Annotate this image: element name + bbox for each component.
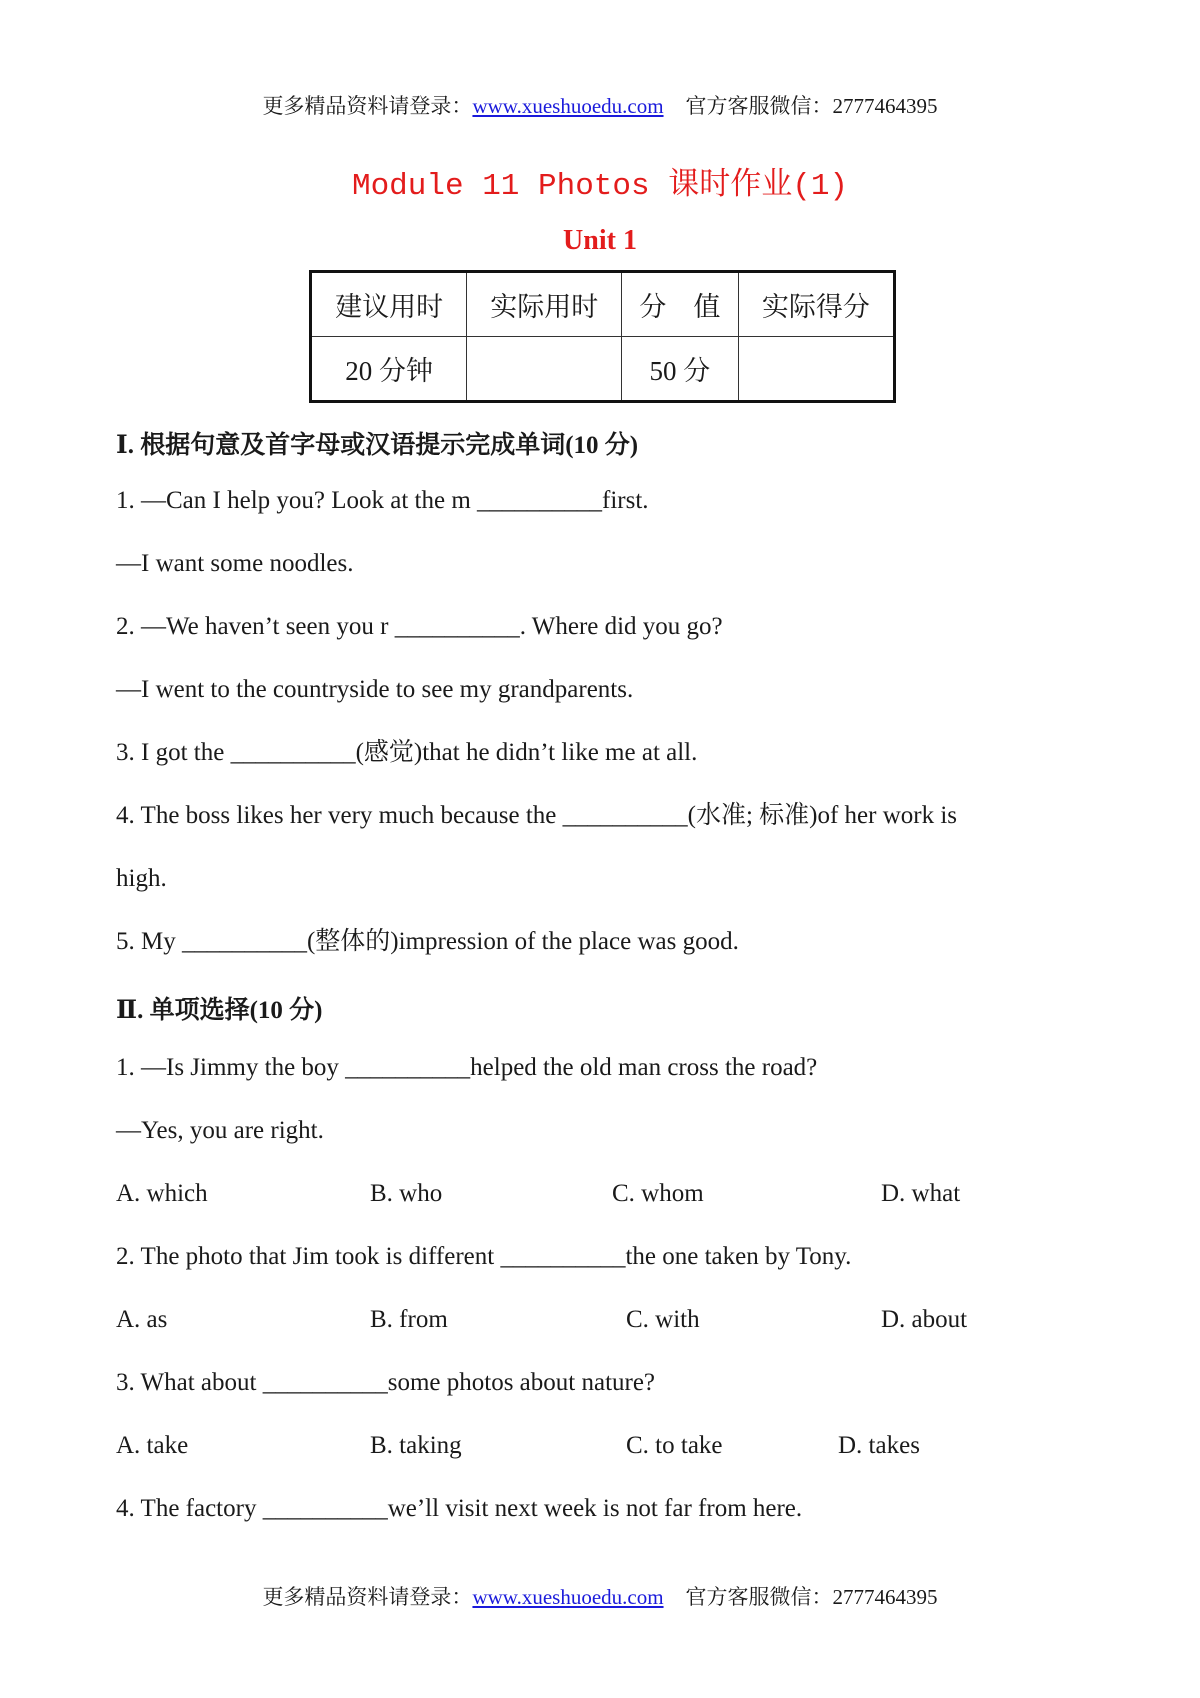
score-value-cell: 50 分 [622,337,739,402]
score-header-cell: 实际用时 [467,272,622,337]
option-item: A. as [116,1306,168,1333]
question-line: 2. —We haven’t seen you r __________. Where did you go? [116,613,723,640]
score-value-cell [738,337,894,402]
section2-heading: Ⅱ. 单项选择(10 分) [116,997,323,1024]
question-line: 1. —Is Jimmy the boy __________helped the old man cross the road? [116,1054,818,1081]
option-item: D. takes [838,1432,920,1459]
score-header-cell: 分 值 [622,272,739,337]
question-line: 4. The boss likes her very much because the __________(水准; 标准)of her work is [116,802,958,829]
footer-wechat: 官方客服微信：2777464395 [685,1585,938,1609]
question-line: 5. My __________(整体的)impression of the place was good. [116,928,739,955]
page-header [0,90,1200,120]
question-line: 2. The photo that Jim took is different __________the one taken by Tony. [116,1243,852,1270]
unit-label: Unit 1 [563,225,637,256]
score-table-header-row [311,272,895,337]
option-item: D. about [881,1306,968,1333]
question-line: —Yes, you are right. [116,1117,324,1144]
header-prefix: 更多精品资料请登录： [262,94,473,118]
question-line: —I want some noodles. [116,550,354,577]
option-item: C. to take [626,1432,723,1459]
score-value-cell: 20 分钟 [311,337,467,402]
score-header-cell: 建议用时 [311,272,467,337]
score-table [309,270,896,403]
footer-prefix: 更多精品资料请登录： [262,1585,473,1609]
question-line: 4. The factory __________we’ll visit next week is not far from here. [116,1495,803,1522]
footer-link[interactable]: www.xueshuoedu.com [472,1585,664,1609]
option-item: C. with [626,1306,700,1333]
option-item: B. from [370,1306,448,1333]
score-header-cell: 实际得分 [738,272,894,337]
question-line: high. [116,865,167,892]
option-item: B. who [370,1180,443,1207]
question-line: 3. I got the __________(感觉)that he didn’t like me at all. [116,739,698,766]
section1-heading: Ⅰ. 根据句意及首字母或汉语提示完成单词(10 分) [116,432,639,459]
option-item: C. whom [612,1180,704,1207]
option-item: B. taking [370,1432,462,1459]
question-line: —I went to the countryside to see my grandparents. [116,676,634,703]
question-line: 3. What about __________some photos about nature? [116,1369,656,1396]
header-link[interactable]: www.xueshuoedu.com [472,94,664,118]
question-line: 1. —Can I help you? Look at the m __________first. [116,487,649,514]
header-wechat: 官方客服微信：2777464395 [685,94,938,118]
option-item: A. take [116,1432,189,1459]
page-title: Module 11 Photos 课时作业(1) [351,169,849,204]
score-table-value-row [311,337,895,402]
page-footer [0,1581,1200,1611]
option-item: D. what [881,1180,961,1207]
score-value-cell [467,337,622,402]
option-item: A. which [116,1180,208,1207]
